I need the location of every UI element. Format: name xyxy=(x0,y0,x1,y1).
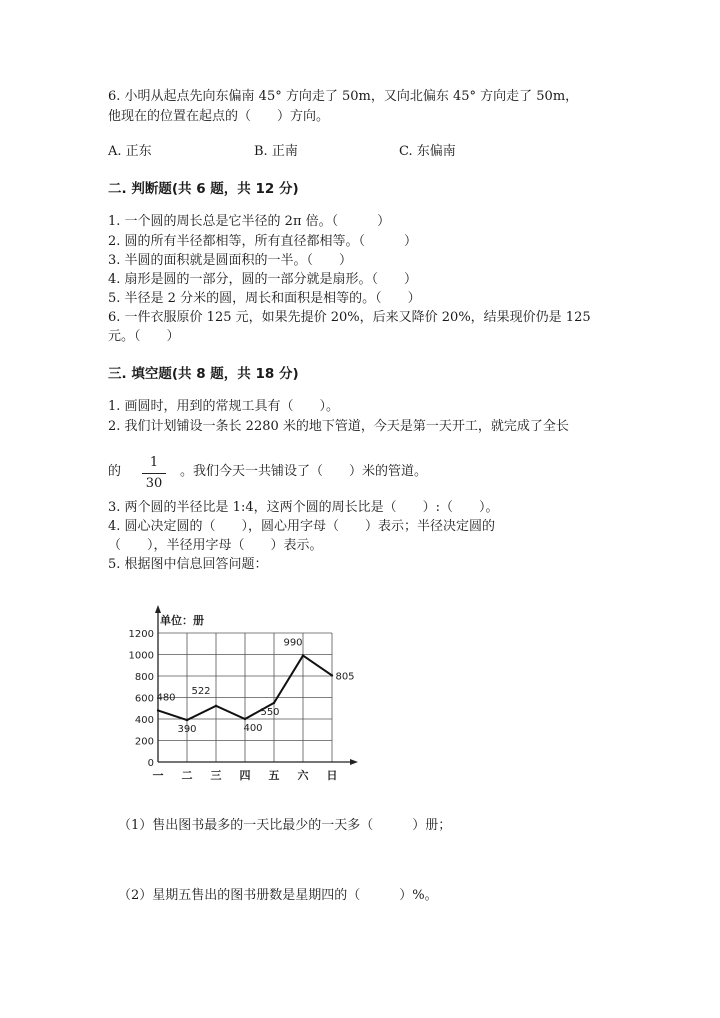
data-label: 990 xyxy=(283,637,303,649)
section-2-title: 二. 判断题(共 6 题，共 12 分) xyxy=(108,181,299,197)
x-tick-label: 五 xyxy=(268,769,280,782)
judge-item: 4. 扇形是圆的一部分，圆的一部分就是扇形。（ ） xyxy=(108,272,418,287)
data-point xyxy=(244,718,246,720)
fill-item: 3. 两个圆的半径比是 1:4，这两个圆的周长比是（ ）:（ ）。 xyxy=(108,500,499,515)
book-sales-line-chart xyxy=(108,596,378,796)
judge-item: 5. 半径是 2 分米的圆，周长和面积是相等的。（ ） xyxy=(108,291,421,306)
fill-item: 1. 画圆时，用到的常规工具有（ ）。 xyxy=(108,399,340,414)
y-tick-label: 0 xyxy=(147,758,154,769)
data-label: 400 xyxy=(243,723,263,734)
x-tick-label: 二 xyxy=(181,769,193,782)
fill-item: 4. 圆心决定圆的（ ），圆心用字母（ ）表示；半径决定圆的 xyxy=(108,519,496,534)
question-6-line1: 6. 小明从起点先向东偏南 45° 方向走了 50m，又向北偏东 45° 方向走了 50m， xyxy=(108,89,579,104)
x-tick-label: 一 xyxy=(152,769,164,782)
judge-item-cont: 元。（ ） xyxy=(108,329,180,344)
judge-item: 1. 一个圆的周长总是它半径的 2π 倍。（ ） xyxy=(108,214,391,229)
judge-item: 3. 半圆的面积就是圆面积的一半。（ ） xyxy=(108,253,353,268)
x-axis-arrow xyxy=(350,759,358,765)
y-tick-label: 1200 xyxy=(128,629,154,640)
option-a: A. 正东 xyxy=(108,144,152,159)
judge-item: 6. 一件衣服原价 125 元，如果先提价 20%，后来又降价 20%，结果现价仍是 125 xyxy=(108,310,591,325)
option-b: B. 正南 xyxy=(254,144,298,159)
x-tick-label: 六 xyxy=(297,769,309,782)
fill-item-prefix: 的 xyxy=(108,464,122,479)
chart-grid xyxy=(158,633,332,762)
fill-item-suffix: 。我们今天一共铺设了（ ）米的管道。 xyxy=(180,464,428,479)
fill-item: 5. 根据图中信息回答问题： xyxy=(108,557,268,572)
fraction xyxy=(142,455,166,492)
fraction-numerator: 1 xyxy=(149,455,159,470)
y-axis-arrow xyxy=(155,605,161,613)
data-label: 550 xyxy=(260,706,280,718)
x-tick-label: 四 xyxy=(239,769,251,782)
fill-item: 2. 我们计划铺设一条长 2280 米的地下管道，今天是第一天开工，就完成了全长 xyxy=(108,419,569,434)
data-point xyxy=(157,709,159,711)
y-tick-label: 400 xyxy=(134,715,154,726)
x-tick-label: 三 xyxy=(210,769,222,782)
data-point xyxy=(331,674,333,676)
x-tick-label: 日 xyxy=(326,769,338,782)
y-tick-label: 600 xyxy=(134,693,154,705)
chart-tick-labels xyxy=(129,629,338,782)
fraction-bar xyxy=(142,473,166,474)
option-c: C. 东偏南 xyxy=(399,144,456,159)
section-3-title: 三. 填空题(共 8 题，共 18 分) xyxy=(108,366,299,382)
question-6-line2: 他现在的位置在起点的（ ）方向。 xyxy=(108,109,330,124)
data-point xyxy=(186,719,188,721)
chart-unit-label: 单位：册 xyxy=(160,614,204,627)
data-point xyxy=(273,702,275,704)
chart-axes xyxy=(155,605,358,765)
y-tick-label: 1000 xyxy=(128,650,154,662)
data-point xyxy=(302,654,304,656)
fraction-denominator: 30 xyxy=(145,476,163,491)
data-label: 480 xyxy=(156,692,176,704)
sub-question-1: （1）售出图书最多的一天比最少的一天多（ ）册； xyxy=(118,818,452,833)
y-tick-label: 200 xyxy=(134,736,154,748)
sub-question-2: （2）星期五售出的图书册数是星期四的（ ）%。 xyxy=(118,888,438,903)
y-tick-label: 800 xyxy=(134,672,154,683)
data-point xyxy=(215,705,217,707)
data-label: 522 xyxy=(191,685,211,697)
fill-item-cont: （ ），半径用字母（ ）表示。 xyxy=(108,538,323,553)
judge-item: 2. 圆的所有半径都相等，所有直径都相等。（ ） xyxy=(108,234,418,249)
data-label: 805 xyxy=(335,671,355,683)
data-label: 390 xyxy=(177,724,197,736)
